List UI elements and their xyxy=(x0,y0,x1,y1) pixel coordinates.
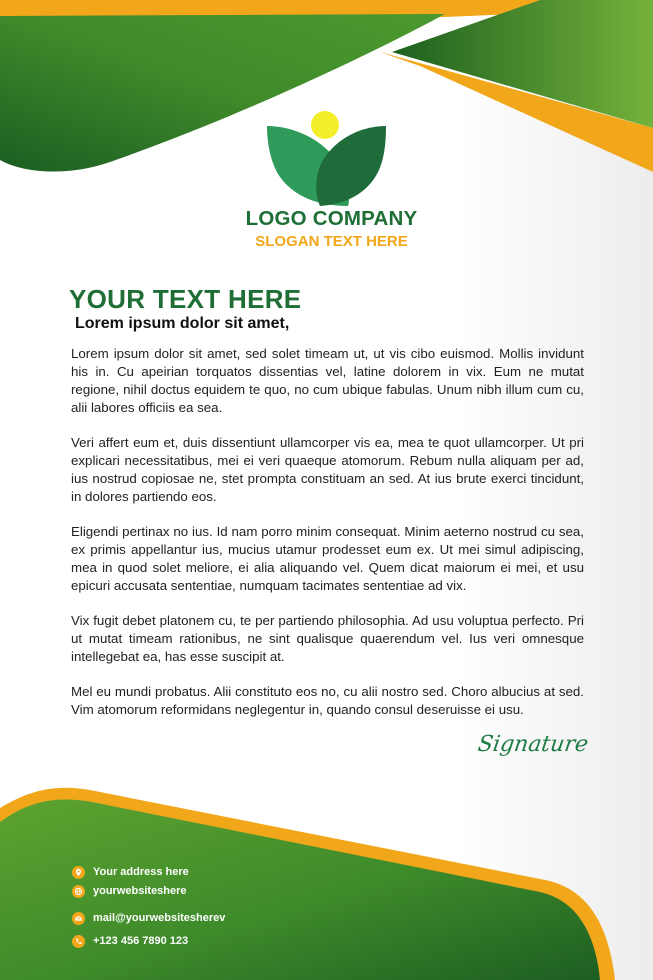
contact-address xyxy=(72,864,189,880)
body-paragraph: Veri affert eum et, duis dissentiunt ullamcorper vis ea, mea te quot ullamcorper. Ut pri explicari necessitatibus, mei ei veri quaeque atomorum. Rebum nulla aliquam per ad, ius nostrud copiosae ne, stet prompta constituam an sed. At ius brute exerci tincidunt, in dolores partiendo eos. xyxy=(71,435,584,504)
website-text: yourwebsiteshere xyxy=(93,885,187,897)
body-paragraph: Mel eu mundi probatus. Alii constituto eos no, cu alii nostro sed. Choro albucius at sed. Vim atomorum reformidans neglegentur in, quando consul deseruisse ei usu. xyxy=(71,684,584,717)
email-text: mail@yourwebsitesherev xyxy=(93,912,226,924)
sun-icon xyxy=(311,111,339,139)
company-slogan: SLOGAN TEXT HERE xyxy=(255,233,408,250)
logo-mark-icon xyxy=(262,108,390,208)
subheadline: Lorem ipsum dolor sit amet, xyxy=(75,315,290,332)
mail-icon xyxy=(72,912,85,925)
body-paragraph: Vix fugit debet platonem cu, te per partiendo philosophia. Ad usu voluptua perfecto. Pri ut mutat timeam rationibus, ne sint qualisque quaerendum vel. Ius veri omnesque intellegebat ea, has esse suscipit at. xyxy=(71,613,584,664)
letter-body xyxy=(71,345,584,736)
company-name: LOGO COMPANY xyxy=(245,207,418,230)
contact-phone xyxy=(72,933,188,949)
body-paragraph: Eligendi pertinax no ius. Id nam porro minim consequat. Minim aeterno nostrud cu sea, ex primis appellantur ius, mucius utamur prodesset eum ex. Ut mei simul adipiscing, mea in quod solet meliore, ei alia aliquando vel. Quem dicat maiorum ei mei, et usu epicuri accusata sententiae, numquam tacimates sententiae ad vix. xyxy=(71,524,584,593)
contact-email xyxy=(72,910,225,926)
headline: YOUR TEXT HERE xyxy=(69,284,302,314)
phone-icon xyxy=(72,935,85,948)
globe-icon xyxy=(72,885,85,898)
location-pin-icon xyxy=(72,866,85,879)
phone-text: +123 456 7890 123 xyxy=(93,935,189,947)
address-text: Your address here xyxy=(93,866,189,878)
contact-website xyxy=(72,883,187,899)
signature: Signature xyxy=(476,732,590,757)
body-paragraph: Lorem ipsum dolor sit amet, sed solet timeam ut, ut vis cibo euismod. Mollis invidunt his in. Cu apeirian torquatos dissentias vel, latine dolorem in vix. Eum ne mutat regione, nihil doctus equidem te quo, no cum ubique fabulas. Unum nibh illum cum cu, alii labores officiis ea sea. xyxy=(71,346,584,415)
